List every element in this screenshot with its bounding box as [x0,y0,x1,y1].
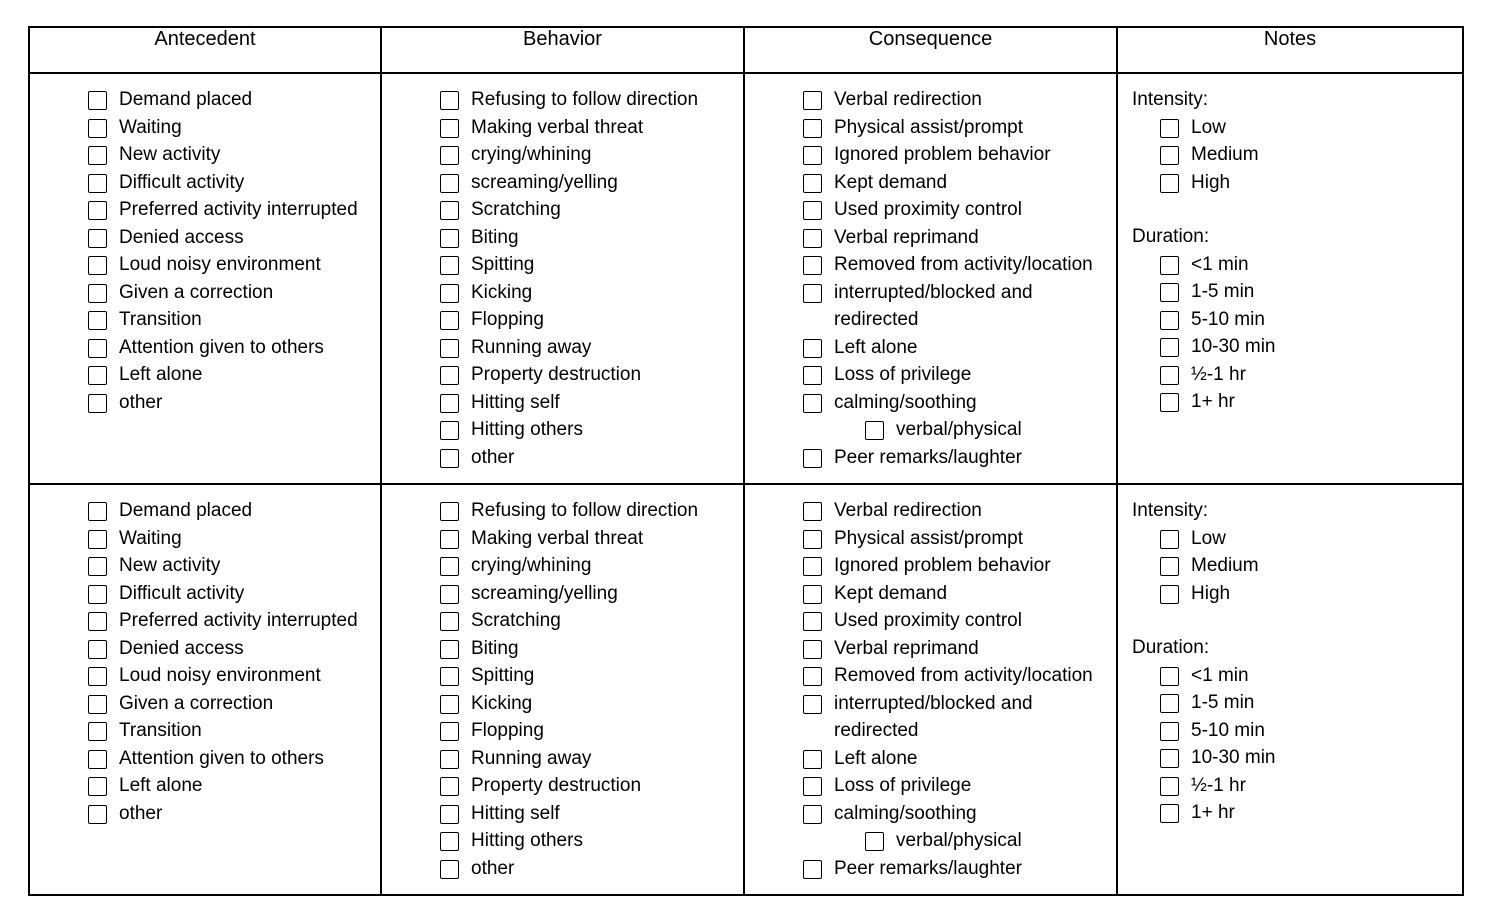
list-item[interactable]: Property destruction [392,361,733,389]
checkbox-icon[interactable] [1160,530,1179,549]
list-item[interactable]: Kept demand [755,580,1106,608]
checkbox-icon[interactable] [440,366,459,385]
list-item[interactable]: Kept demand [755,169,1106,197]
list-item[interactable]: Hitting others [392,416,733,444]
checkbox-icon[interactable] [88,722,107,741]
list-item[interactable]: 10-30 min [1132,744,1452,772]
list-item[interactable]: Loss of privilege [755,772,1106,800]
list-item[interactable]: High [1132,169,1452,197]
checkbox-icon[interactable] [1160,174,1179,193]
checkbox-icon[interactable] [803,557,822,576]
list-item[interactable]: Biting [392,635,733,663]
checkbox-icon[interactable] [803,667,822,686]
list-item[interactable]: Ignored problem behavior [755,552,1106,580]
list-item[interactable]: 1-5 min [1132,278,1452,306]
checkbox-icon[interactable] [88,256,107,275]
checkbox-icon[interactable] [440,91,459,110]
table-row [29,484,1463,895]
consequence-cell [744,484,1117,895]
checkbox-icon[interactable] [440,284,459,303]
column-header-behavior: Behavior [381,27,744,73]
list-item[interactable]: Hitting self [392,389,733,417]
list-item[interactable]: Left alone [755,334,1106,362]
checkbox-icon[interactable] [88,667,107,686]
list-item[interactable]: 5-10 min [1132,717,1452,745]
checkbox-icon[interactable] [1160,585,1179,604]
checkbox-icon[interactable] [88,119,107,138]
checkbox-icon[interactable] [440,640,459,659]
checkbox-icon[interactable] [88,612,107,631]
checkbox-icon[interactable] [440,229,459,248]
checkbox-icon[interactable] [440,146,459,165]
checkbox-icon[interactable] [1160,393,1179,412]
list-item[interactable]: Verbal redirection [755,86,1106,114]
list-item[interactable]: <1 min [1132,251,1452,279]
list-item[interactable]: Scratching [392,196,733,224]
list-item[interactable]: Removed from activity/location [755,662,1106,690]
list-item[interactable]: Left alone [40,361,370,389]
behavior-checklist [392,497,733,882]
checkbox-icon[interactable] [803,449,822,468]
list-item[interactable]: Given a correction [40,690,370,718]
duration-label: Duration: [1132,637,1210,658]
checkbox-icon[interactable] [440,777,459,796]
checkbox-icon[interactable] [803,585,822,604]
checkbox-icon[interactable] [803,805,822,824]
list-item[interactable]: crying/whining [392,552,733,580]
list-item[interactable]: Loss of privilege [755,361,1106,389]
checkbox-icon[interactable] [440,201,459,220]
list-item[interactable]: Loud noisy environment [40,251,370,279]
list-item[interactable]: Used proximity control [755,196,1106,224]
checkbox-icon[interactable] [1160,722,1179,741]
checkbox-icon[interactable] [88,229,107,248]
checkbox-icon[interactable] [88,91,107,110]
checkbox-icon[interactable] [88,750,107,769]
list-item[interactable]: Attention given to others [40,334,370,362]
list-item[interactable]: Left alone [40,772,370,800]
list-item[interactable]: Waiting [40,525,370,553]
duration-label: Duration: [1132,226,1210,247]
list-item[interactable]: Low [1132,114,1452,142]
intensity-label: Intensity: [1132,500,1209,521]
checkbox-icon[interactable] [88,557,107,576]
checkbox-icon[interactable] [1160,146,1179,165]
list-item[interactable]: Ignored problem behavior [755,141,1106,169]
list-item[interactable]: screaming/yelling [392,169,733,197]
list-item[interactable]: Loud noisy environment [40,662,370,690]
list-item[interactable]: other [40,800,370,828]
list-item[interactable]: Scratching [392,607,733,635]
list-item[interactable]: Demand placed [40,497,370,525]
list-item[interactable]: Verbal reprimand [755,635,1106,663]
list-item[interactable]: Waiting [40,114,370,142]
checkbox-icon[interactable] [88,339,107,358]
consequence-checklist [755,497,1106,882]
list-item[interactable]: Running away [392,745,733,773]
checkbox-icon[interactable] [803,256,822,275]
list-item[interactable]: Medium [1132,141,1452,169]
checkbox-icon[interactable] [440,449,459,468]
list-item[interactable]: interrupted/blocked and redirected [755,279,1106,334]
checkbox-icon[interactable] [803,530,822,549]
list-item[interactable]: Making verbal threat [392,525,733,553]
checkbox-icon[interactable] [803,640,822,659]
behavior-cell [381,484,744,895]
list-item[interactable]: New activity [40,141,370,169]
checkbox-icon[interactable] [440,585,459,604]
checkbox-icon[interactable] [803,860,822,879]
list-item[interactable]: Making verbal threat [392,114,733,142]
list-item[interactable]: Peer remarks/laughter [755,855,1106,883]
checkbox-icon[interactable] [440,667,459,686]
list-item[interactable]: Difficult activity [40,580,370,608]
checkbox-icon[interactable] [803,612,822,631]
checkbox-icon[interactable] [88,530,107,549]
list-item[interactable]: Used proximity control [755,607,1106,635]
checkbox-icon[interactable] [440,530,459,549]
intensity-checklist [1132,114,1452,197]
intensity-checklist [1132,525,1452,608]
list-item[interactable]: Spitting [392,251,733,279]
list-item[interactable]: Physical assist/prompt [755,525,1106,553]
list-item[interactable]: High [1132,580,1452,608]
checkbox-icon[interactable] [440,502,459,521]
list-item[interactable]: Attention given to others [40,745,370,773]
list-item[interactable]: Hitting self [392,800,733,828]
checkbox-icon[interactable] [865,832,884,851]
checkbox-icon[interactable] [88,146,107,165]
checkbox-icon[interactable] [1160,338,1179,357]
list-item[interactable]: other [392,855,733,883]
list-item[interactable]: Given a correction [40,279,370,307]
list-item[interactable]: Refusing to follow direction [392,497,733,525]
list-item[interactable]: Kicking [392,690,733,718]
list-item[interactable]: Peer remarks/laughter [755,444,1106,472]
checkbox-icon[interactable] [803,146,822,165]
checkbox-icon[interactable] [440,832,459,851]
checkbox-icon[interactable] [440,421,459,440]
checkbox-icon[interactable] [1160,283,1179,302]
checkbox-icon[interactable] [803,91,822,110]
checkbox-icon[interactable] [88,502,107,521]
checkbox-icon[interactable] [803,339,822,358]
checkbox-icon[interactable] [1160,366,1179,385]
checkbox-icon[interactable] [1160,694,1179,713]
abc-table [28,26,1464,896]
list-item[interactable]: Denied access [40,224,370,252]
checkbox-icon[interactable] [88,777,107,796]
list-item[interactable]: Biting [392,224,733,252]
checkbox-icon[interactable] [440,860,459,879]
checkbox-icon[interactable] [440,557,459,576]
checkbox-icon[interactable] [803,119,822,138]
checkbox-icon[interactable] [803,695,822,714]
list-item[interactable]: interrupted/blocked and redirected [755,690,1106,745]
checkbox-icon[interactable] [88,585,107,604]
checkbox-icon[interactable] [440,339,459,358]
checkbox-icon[interactable] [865,421,884,440]
list-item[interactable]: Transition [40,717,370,745]
notes-spacer [1132,607,1452,634]
list-item[interactable]: Low [1132,525,1452,553]
column-header-consequence: Consequence [744,27,1117,73]
list-item[interactable]: Difficult activity [40,169,370,197]
list-item[interactable]: Demand placed [40,86,370,114]
consequence-cell [744,73,1117,484]
list-item[interactable]: Flopping [392,717,733,745]
list-item[interactable]: Property destruction [392,772,733,800]
list-item[interactable]: calming/soothing [755,800,1106,828]
table-header-row [29,27,1463,73]
list-item[interactable]: 1-5 min [1132,689,1452,717]
list-item[interactable]: Denied access [40,635,370,663]
checkbox-icon[interactable] [1160,311,1179,330]
checkbox-icon[interactable] [803,284,822,303]
checkbox-icon[interactable] [803,394,822,413]
list-item[interactable]: Running away [392,334,733,362]
checkbox-icon[interactable] [440,174,459,193]
checkbox-icon[interactable] [440,394,459,413]
list-item[interactable]: Removed from activity/location [755,251,1106,279]
list-item[interactable]: Preferred activity interrupted [40,607,370,635]
list-item[interactable]: verbal/physical [755,416,1106,444]
checkbox-icon[interactable] [440,256,459,275]
list-item[interactable]: 1+ hr [1132,388,1452,416]
list-item[interactable]: crying/whining [392,141,733,169]
notes-cell [1117,73,1463,484]
list-item[interactable]: <1 min [1132,662,1452,690]
list-item[interactable]: 10-30 min [1132,333,1452,361]
list-item[interactable]: 5-10 min [1132,306,1452,334]
list-item[interactable]: calming/soothing [755,389,1106,417]
checkbox-icon[interactable] [440,311,459,330]
list-item[interactable]: Verbal redirection [755,497,1106,525]
list-item[interactable]: Verbal reprimand [755,224,1106,252]
list-item[interactable]: ½-1 hr [1132,772,1452,800]
checkbox-icon[interactable] [440,805,459,824]
checkbox-icon[interactable] [88,174,107,193]
checkbox-icon[interactable] [88,201,107,220]
notes-cell [1117,484,1463,895]
checkbox-icon[interactable] [803,174,822,193]
checkbox-icon[interactable] [803,750,822,769]
checkbox-icon[interactable] [88,394,107,413]
antecedent-cell [29,73,381,484]
list-item[interactable]: 1+ hr [1132,799,1452,827]
checkbox-icon[interactable] [1160,119,1179,138]
checkbox-icon[interactable] [803,502,822,521]
column-header-antecedent: Antecedent [29,27,381,73]
checkbox-icon[interactable] [1160,749,1179,768]
checkbox-icon[interactable] [440,119,459,138]
notes-spacer [1132,196,1452,223]
checkbox-icon[interactable] [803,201,822,220]
checkbox-icon[interactable] [803,777,822,796]
column-header-notes: Notes [1117,27,1463,73]
consequence-checklist [755,86,1106,471]
antecedent-cell [29,484,381,895]
antecedent-checklist [40,497,370,827]
checkbox-icon[interactable] [88,284,107,303]
checkbox-icon[interactable] [88,311,107,330]
list-item[interactable]: Left alone [755,745,1106,773]
checkbox-icon[interactable] [440,722,459,741]
list-item[interactable]: Kicking [392,279,733,307]
antecedent-checklist [40,86,370,416]
checkbox-icon[interactable] [1160,557,1179,576]
behavior-cell [381,73,744,484]
behavior-checklist [392,86,733,471]
list-item[interactable]: Refusing to follow direction [392,86,733,114]
list-item[interactable]: screaming/yelling [392,580,733,608]
list-item[interactable]: Medium [1132,552,1452,580]
checkbox-icon[interactable] [1160,256,1179,275]
list-item[interactable]: verbal/physical [755,827,1106,855]
checkbox-icon[interactable] [440,695,459,714]
list-item[interactable]: ½-1 hr [1132,361,1452,389]
list-item[interactable]: Spitting [392,662,733,690]
list-item[interactable]: Transition [40,306,370,334]
checkbox-icon[interactable] [803,229,822,248]
duration-checklist [1132,662,1452,827]
list-item[interactable]: other [40,389,370,417]
checkbox-icon[interactable] [88,366,107,385]
checkbox-icon[interactable] [1160,804,1179,823]
list-item[interactable]: Preferred activity interrupted [40,196,370,224]
intensity-label: Intensity: [1132,89,1209,110]
list-item[interactable]: other [392,444,733,472]
checkbox-icon[interactable] [440,750,459,769]
list-item[interactable]: Hitting others [392,827,733,855]
checkbox-icon[interactable] [440,612,459,631]
checkbox-icon[interactable] [1160,777,1179,796]
checkbox-icon[interactable] [1160,667,1179,686]
list-item[interactable]: New activity [40,552,370,580]
checkbox-icon[interactable] [88,805,107,824]
list-item[interactable]: Flopping [392,306,733,334]
checkbox-icon[interactable] [88,640,107,659]
duration-checklist [1132,251,1452,416]
list-item[interactable]: Physical assist/prompt [755,114,1106,142]
checkbox-icon[interactable] [803,366,822,385]
table-row [29,73,1463,484]
checkbox-icon[interactable] [88,695,107,714]
